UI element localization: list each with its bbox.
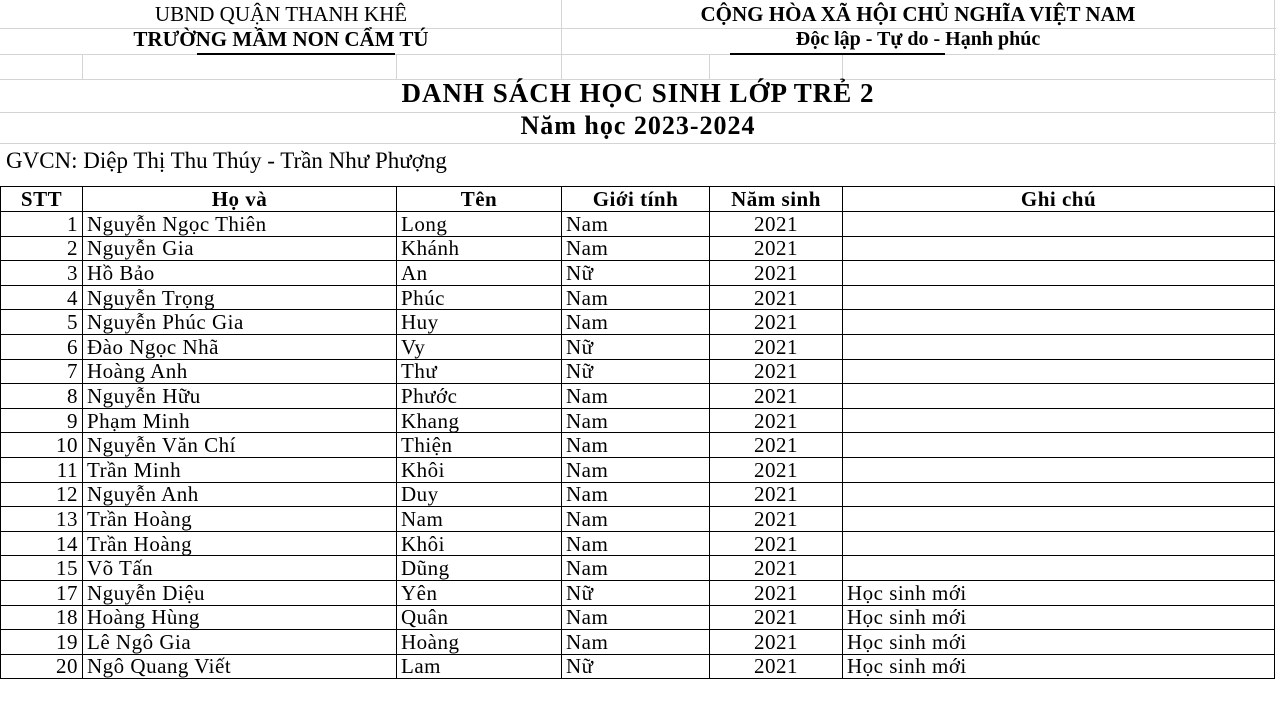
- cell-namsinh: 2021: [710, 531, 843, 556]
- cell-namsinh: 2021: [710, 556, 843, 581]
- cell-namsinh: 2021: [710, 654, 843, 679]
- cell-stt: 8: [1, 384, 83, 409]
- cell-gioitinh: Nam: [562, 457, 710, 482]
- cell-namsinh: 2021: [710, 482, 843, 507]
- cell-namsinh: 2021: [710, 580, 843, 605]
- cell-gioitinh: Nữ: [562, 261, 710, 286]
- cell-gioitinh: Nam: [562, 285, 710, 310]
- cell-ho: Lê Ngô Gia: [83, 630, 397, 655]
- table-row: [1, 310, 1275, 335]
- school-name: TRƯỜNG MẦM NON CẨM TÚ: [133, 27, 429, 51]
- cell-ho: Nguyễn Trọng: [83, 285, 397, 310]
- cell-gioitinh: Nam: [562, 507, 710, 532]
- column-header-ho: Họ và: [83, 187, 397, 212]
- cell-ghichu: [843, 556, 1275, 581]
- column-header-ten: Tên: [397, 187, 562, 212]
- table-row: [1, 531, 1275, 556]
- table-row: [1, 630, 1275, 655]
- cell-ho: Ngô Quang Viết: [83, 654, 397, 679]
- cell-stt: 2: [1, 236, 83, 261]
- column-header-ghichu: Ghi chú: [843, 187, 1275, 212]
- table-row: [1, 654, 1275, 679]
- table-row: [1, 408, 1275, 433]
- cell-stt: 18: [1, 605, 83, 630]
- cell-stt: 1: [1, 212, 83, 237]
- header-area: [0, 0, 1276, 186]
- cell-ho: Võ Tấn: [83, 556, 397, 581]
- cell-ten: Thiện: [397, 433, 562, 458]
- cell-namsinh: 2021: [710, 630, 843, 655]
- cell-ten: An: [397, 261, 562, 286]
- cell-stt: 14: [1, 531, 83, 556]
- cell-ho: Trần Minh: [83, 457, 397, 482]
- cell-ghichu: [843, 236, 1275, 261]
- cell-stt: 7: [1, 359, 83, 384]
- document-title: DANH SÁCH HỌC SINH LỚP TRẺ 2: [401, 78, 875, 108]
- cell-namsinh: 2021: [710, 310, 843, 335]
- cell-ho: Hồ Bảo: [83, 261, 397, 286]
- cell-stt: 12: [1, 482, 83, 507]
- homeroom-teachers: GVCN: Diệp Thị Thu Thúy - Trần Như Phượng: [6, 148, 447, 173]
- cell-namsinh: 2021: [710, 408, 843, 433]
- cell-ten: Nam: [397, 507, 562, 532]
- cell-stt: 5: [1, 310, 83, 335]
- cell-ghichu: [843, 433, 1275, 458]
- cell-ten: Yên: [397, 580, 562, 605]
- cell-namsinh: 2021: [710, 605, 843, 630]
- cell-namsinh: 2021: [710, 334, 843, 359]
- cell-ghichu: Học sinh mới: [843, 654, 1275, 679]
- cell-gioitinh: Nam: [562, 236, 710, 261]
- cell-gioitinh: Nữ: [562, 359, 710, 384]
- table-row: [1, 605, 1275, 630]
- cell-ghichu: Học sinh mới: [843, 630, 1275, 655]
- table-row: [1, 507, 1275, 532]
- table-row: [1, 384, 1275, 409]
- table-row: [1, 212, 1275, 237]
- cell-stt: 15: [1, 556, 83, 581]
- cell-gioitinh: Nam: [562, 212, 710, 237]
- cell-ten: Khang: [397, 408, 562, 433]
- cell-ghichu: [843, 408, 1275, 433]
- cell-stt: 4: [1, 285, 83, 310]
- cell-ghichu: [843, 531, 1275, 556]
- cell-ten: Phúc: [397, 285, 562, 310]
- cell-ten: Khôi: [397, 457, 562, 482]
- school-name-underline: [197, 53, 395, 55]
- cell-ho: Phạm Minh: [83, 408, 397, 433]
- cell-gioitinh: Nam: [562, 630, 710, 655]
- cell-ho: Hoàng Hùng: [83, 605, 397, 630]
- national-motto: Độc lập - Tự do - Hạnh phúc: [795, 28, 1041, 50]
- table-row: [1, 556, 1275, 581]
- cell-gioitinh: Nam: [562, 482, 710, 507]
- cell-ten: Quân: [397, 605, 562, 630]
- cell-gioitinh: Nam: [562, 408, 710, 433]
- cell-stt: 6: [1, 334, 83, 359]
- cell-ten: Dũng: [397, 556, 562, 581]
- cell-ten: Long: [397, 212, 562, 237]
- cell-stt: 9: [1, 408, 83, 433]
- cell-ghichu: Học sinh mới: [843, 580, 1275, 605]
- cell-ho: Nguyễn Anh: [83, 482, 397, 507]
- cell-ho: Đào Ngọc Nhã: [83, 334, 397, 359]
- cell-stt: 3: [1, 261, 83, 286]
- table-row: [1, 285, 1275, 310]
- cell-ghichu: Học sinh mới: [843, 605, 1275, 630]
- cell-ten: Thư: [397, 359, 562, 384]
- cell-gioitinh: Nam: [562, 384, 710, 409]
- cell-stt: 11: [1, 457, 83, 482]
- table-row: [1, 236, 1275, 261]
- student-list-table: [0, 186, 1275, 679]
- cell-gioitinh: Nam: [562, 433, 710, 458]
- cell-ten: Phước: [397, 384, 562, 409]
- column-header-stt: STT: [1, 187, 83, 212]
- cell-namsinh: 2021: [710, 359, 843, 384]
- cell-ghichu: [843, 212, 1275, 237]
- cell-stt: 13: [1, 507, 83, 532]
- cell-gioitinh: Nam: [562, 556, 710, 581]
- cell-namsinh: 2021: [710, 384, 843, 409]
- cell-ho: Nguyễn Hữu: [83, 384, 397, 409]
- table-row: [1, 482, 1275, 507]
- cell-gioitinh: Nữ: [562, 580, 710, 605]
- cell-gioitinh: Nữ: [562, 334, 710, 359]
- cell-ten: Khánh: [397, 236, 562, 261]
- cell-ten: Lam: [397, 654, 562, 679]
- school-year: Năm học 2023-2024: [520, 111, 756, 140]
- cell-ho: Trần Hoàng: [83, 531, 397, 556]
- column-header-gioitinh: Giới tính: [562, 187, 710, 212]
- cell-ho: Nguyễn Phúc Gia: [83, 310, 397, 335]
- cell-ho: Nguyễn Văn Chí: [83, 433, 397, 458]
- cell-ten: Duy: [397, 482, 562, 507]
- table-row: [1, 261, 1275, 286]
- cell-stt: 17: [1, 580, 83, 605]
- cell-ghichu: [843, 457, 1275, 482]
- cell-namsinh: 2021: [710, 212, 843, 237]
- cell-ghichu: [843, 384, 1275, 409]
- cell-namsinh: 2021: [710, 236, 843, 261]
- cell-ghichu: [843, 482, 1275, 507]
- column-header-namsinh: Năm sinh: [710, 187, 843, 212]
- cell-stt: 19: [1, 630, 83, 655]
- cell-gioitinh: Nữ: [562, 654, 710, 679]
- table-row: [1, 359, 1275, 384]
- district-name: UBND QUẬN THANH KHÊ: [154, 2, 408, 26]
- cell-stt: 10: [1, 433, 83, 458]
- cell-ho: Trần Hoàng: [83, 507, 397, 532]
- cell-gioitinh: Nam: [562, 310, 710, 335]
- table-row: [1, 433, 1275, 458]
- cell-ghichu: [843, 507, 1275, 532]
- country-name: CỘNG HÒA XÃ HỘI CHỦ NGHĨA VIỆT NAM: [700, 2, 1136, 26]
- cell-namsinh: 2021: [710, 285, 843, 310]
- cell-ho: Hoàng Anh: [83, 359, 397, 384]
- cell-ho: Nguyễn Diệu: [83, 580, 397, 605]
- cell-ghichu: [843, 261, 1275, 286]
- cell-ho: Nguyễn Ngọc Thiên: [83, 212, 397, 237]
- cell-ten: Hoàng: [397, 630, 562, 655]
- cell-ten: Vy: [397, 334, 562, 359]
- cell-namsinh: 2021: [710, 457, 843, 482]
- table-row: [1, 457, 1275, 482]
- table-row: [1, 580, 1275, 605]
- cell-stt: 20: [1, 654, 83, 679]
- cell-namsinh: 2021: [710, 433, 843, 458]
- cell-namsinh: 2021: [710, 507, 843, 532]
- cell-ten: Khôi: [397, 531, 562, 556]
- cell-namsinh: 2021: [710, 261, 843, 286]
- cell-ghichu: [843, 359, 1275, 384]
- table-row: [1, 334, 1275, 359]
- table-header-row: [1, 187, 1275, 212]
- cell-ten: Huy: [397, 310, 562, 335]
- cell-gioitinh: Nam: [562, 605, 710, 630]
- cell-ghichu: [843, 285, 1275, 310]
- cell-ghichu: [843, 310, 1275, 335]
- motto-underline: [730, 53, 945, 55]
- cell-ho: Nguyễn Gia: [83, 236, 397, 261]
- cell-gioitinh: Nam: [562, 531, 710, 556]
- cell-ghichu: [843, 334, 1275, 359]
